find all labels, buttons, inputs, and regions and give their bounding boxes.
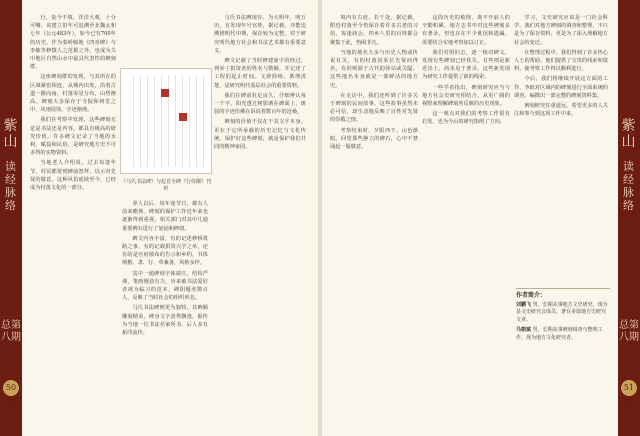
paragraph: 碑刻的价值不仅在于其文字本身，更在于它所承载的历史记忆与文化传统。保护好这些碑刻，就是保护我们共同的精神家园。 — [214, 119, 306, 151]
paragraph: 当地老人介绍说，过去每逢年节，村民都要到碑前祭拜，以示对先贤的敬意。这种风俗延续至今，已经成为村落文化的一部分。 — [30, 160, 116, 192]
volume-label: 总第八期 — [1, 320, 21, 343]
paragraph: 在整理过程中，我们得到了许多热心人士的帮助，他们提供了宝贵的线索和资料，使考察工作得以顺利进行。 — [514, 49, 608, 73]
paragraph: 一些学者指出，碑刻研究应当与地方社会史研究相结合，从更广阔的视野来理解碑刻所反映的历史现象。 — [422, 84, 510, 108]
stele-rubbing-figure — [120, 68, 212, 192]
paragraph: 在走访中，我们还听到了许多关于碑刻的民间故事。这些故事虽然未必可信，却生动地反映了百姓对先贤的崇敬之情。 — [330, 92, 418, 124]
paragraph: 这座碑刻群的发现，与其所在的区域紧密相连。从城内出发，沿着古道一路向南，村落零星分布，山势渐高。碑刻大多保存于寺院和祠堂之中，风雨侵蚀，字迹渐漫。 — [30, 74, 116, 114]
text-column-2 — [422, 14, 510, 426]
band-subtitle: 读经脉络 — [5, 160, 17, 212]
page-number: 51页 — [621, 380, 637, 396]
paragraph: 行，复今不填，洋洋大观，十分可嘴。该建立旧年可追溯至北魏太和七年（公元483年），如今已有700年的历史，作为秦岭腹地《四喜碑》与李敏等修撰人之范据之外，也成为关中地区自然山水中最具代表性的碑刻群。 — [30, 15, 116, 71]
paragraph: 我们在考察中发现，这些碑刻无论是书法还是内容，都具有极高的研究价值。许多碑文记录了当地的水利、赋役和民俗，是研究地方史不可多得的实物资料。 — [30, 117, 116, 157]
text-column-1 — [330, 14, 418, 426]
volume-label: 总第八期 — [619, 320, 639, 343]
paragraph: 碑文记载了当时修建庙宇的经过，列举了捐资者的姓名与数额，并记述了工程的起止时间。文辞简练，条理清楚，是研究明代基层社会的重要资料。 — [214, 58, 306, 89]
page-number: 50页 — [3, 380, 19, 396]
paragraph: 境内有古迹，若干处。据记载，附近村落至今仍保存着许多古老的习俗，每逢庙会，四乡八里的百姓都会聚集于此，热闹非凡。 — [330, 15, 418, 46]
author-entry — [516, 302, 610, 325]
paragraph: 养人以后，每年逢节日，都有人前来瞻仰。碑刻的保护工作近年来也逐渐得到重视，相关部门对其中几通重要碑石进行了加固和修缮。 — [122, 201, 208, 232]
left-side-band — [0, 0, 22, 436]
paragraph: 马氏书法碑则更为独特，其碑额雕刻精美，碑身文字清秀飘逸，据传为当地一位书法名家所书，后人多有拓印流传。 — [122, 305, 208, 337]
right-page — [322, 0, 640, 436]
text-column-3 — [214, 14, 306, 426]
band-title: 紫山 — [3, 118, 19, 150]
paragraph: 碑文内容丰富，有的记述修桥筑路之事，有的记载捐资兴学之举，还有的是官府颁布的告示和乡约。书体则楷、隶、行、草兼备，风格多样。 — [122, 235, 208, 267]
paragraph: 当地的地名大多与历史人物或传说有关，有的村落因某位先贤而得名，有的则源于古代的驿站或关隘。这些地名本身就是一部鲜活的地方史。 — [330, 49, 418, 89]
text-column-2 — [122, 200, 208, 426]
author-entry — [516, 327, 610, 342]
band-subtitle: 读经脉络 — [623, 160, 635, 212]
author-heading: 作者简介： — [516, 292, 547, 299]
band-title: 紫山 — [621, 118, 637, 150]
paragraph: 这段历史的梳理，离不开前人的辛勤积累。地方志书中对这些碑刻多有著录，但也存在不少讹误和遗漏，需要结合实地考察加以订正。 — [422, 15, 510, 46]
paragraph: 我们在碑前驻足良久，仔细辨认每一个字。阳光透过树影洒在碑面上，斑驳的字迹仿佛在诉说着数百年的沧桑。 — [214, 92, 306, 116]
text-column-3 — [514, 14, 608, 286]
paragraph: 碑刻研究任重道远，希望更多的人关注和参与到这项工作中来。 — [514, 103, 608, 118]
paragraph: 我们对照旧志，逐一核对碑文，发现有些碑刻已经佚失，有些则是新近出土，尚未见于著录。这些新发现为研究工作提供了新的线索。 — [422, 49, 510, 81]
author-text: 男，长期从事碑刻调查与整理工作，现为地方文化研究者。 — [516, 327, 603, 341]
figure-caption: 《马氏书法碑》与起首全碑《行侍御》刊析 — [121, 179, 212, 192]
seal-mark — [161, 89, 169, 97]
seal-mark — [179, 113, 187, 121]
text-column-1 — [30, 14, 116, 426]
author-text: 男，长期从事地方文史研究，现为县文史研究会成员，著有多篇地方史研究文章。 — [516, 301, 608, 323]
paragraph: 考察结束时，夕阳西下，山色渐暗。回望那些静立的碑石，心中不禁涌起一股敬意。 — [330, 127, 418, 151]
paragraph: 马氏书法碑现存，为大明年，明万历，有发现年号官姓，据记载，亦能追溯到明代中期，保存较为完整。对于研究明代地方社会和书法艺术都有重要意义。 — [214, 15, 306, 54]
right-side-band — [618, 0, 640, 436]
paragraph: 学习，文史研究应该是一门社会科学。我们对地方碑刻的调查和整理，不只是为了保存资料，更是为了深入理解地方社会的变迁。 — [514, 15, 608, 46]
paragraph: 这一观点对我们的考察工作很有启发，也为今后的研究指明了方向。 — [422, 111, 510, 126]
author-bio — [516, 292, 610, 428]
paragraph: 其中一通碑刻字体端庄，结构严谨，笔画刚劲有力，历来被书法爱好者视为临习的范本。碑阴题名数百人，反映了当时社会的组织形态。 — [122, 270, 208, 302]
paragraph: 今后，我们将继续开展这方面的工作，争取对区域内的碑刻进行全面系统的调查，编撰出一部完整的碑刻资料集。 — [514, 76, 608, 99]
left-page — [0, 0, 318, 436]
author-divider — [516, 288, 610, 289]
author-name: 马朝斌 — [516, 327, 532, 334]
author-name: 刘鹏飞 — [516, 301, 532, 308]
